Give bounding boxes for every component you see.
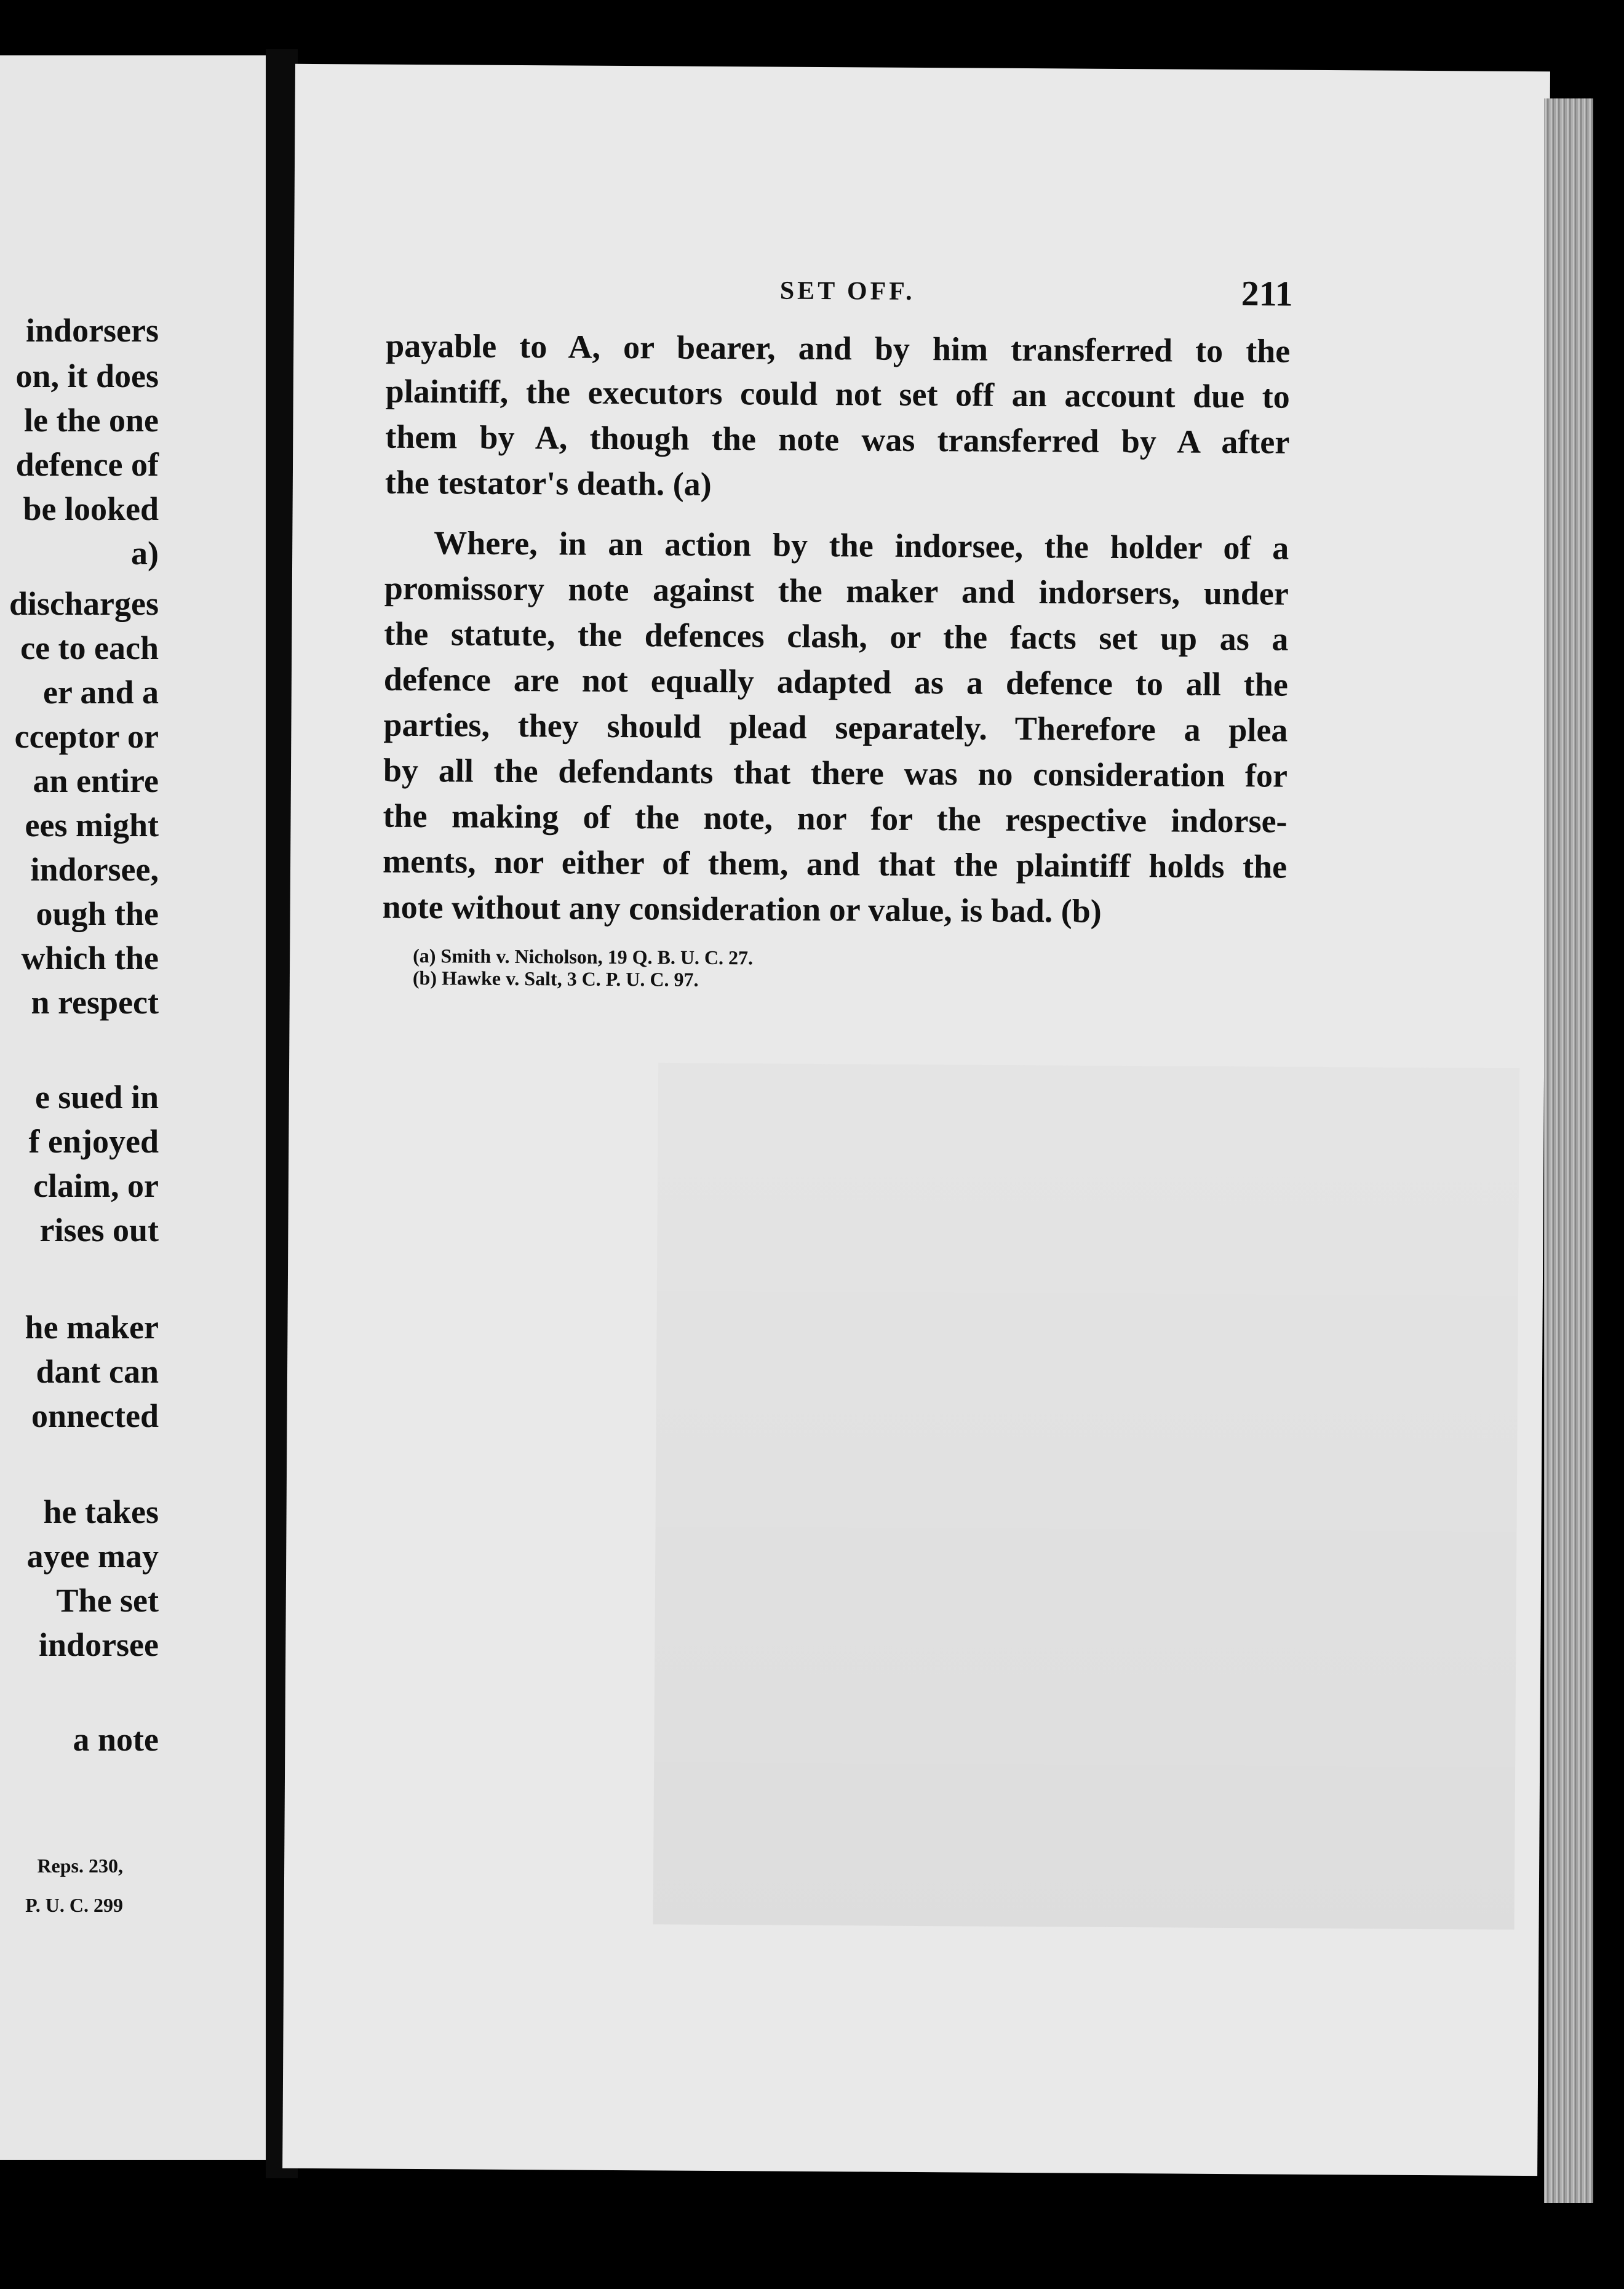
left-footnote: P. U. C. 299 (25, 1894, 123, 1916)
left-line: onnected (31, 1397, 159, 1434)
left-line: discharges (9, 585, 159, 622)
left-line: ayee may (26, 1538, 159, 1575)
text-line: defence are not equally adapted as a defence to all the (383, 660, 1289, 703)
left-line: ce to each (20, 629, 159, 666)
left-line: n respect (31, 984, 159, 1021)
left-line: er and a (42, 674, 159, 711)
left-line: The set (56, 1582, 159, 1619)
text-line: Where, in an action by the indorsee, the holder of a (434, 524, 1289, 567)
left-line: indorsee (39, 1626, 159, 1663)
left-line: rises out (39, 1212, 159, 1248)
left-line: a) (131, 535, 159, 572)
page-number: 211 (1241, 273, 1293, 314)
left-line: indorsee, (30, 851, 159, 888)
text-line: note without any consideration or value, is bad. (b) (382, 888, 1102, 930)
text-line: promissory note against the maker and indorsers, under (384, 569, 1289, 612)
left-line: indorsers (26, 312, 159, 349)
previous-page-fragment (0, 55, 266, 2160)
left-line: dant can (36, 1353, 159, 1390)
left-line: which the (21, 940, 159, 977)
running-head: SET OFF. (779, 276, 915, 306)
left-line: cceptor or (14, 718, 159, 755)
left-line: ees might (25, 807, 159, 844)
left-line: he maker (25, 1309, 159, 1346)
footnote: (a) Smith v. Nicholson, 19 Q. B. U. C. 27. (413, 944, 754, 969)
text-line: the testator's death. (a) (384, 463, 712, 503)
left-line: on, it does (15, 358, 159, 394)
book-page (282, 64, 1550, 2176)
text-line: plaintiff, the executors could not set off an account due to (385, 372, 1290, 415)
show-through-shadow (653, 1063, 1520, 1930)
left-line: be looked (23, 490, 159, 527)
text-line: by all the defendants that there was no consideration for (383, 751, 1288, 794)
left-line: f enjoyed (28, 1123, 159, 1160)
text-line: ments, nor either of them, and that the plaintiff holds the (382, 842, 1288, 885)
body-text (382, 323, 1290, 935)
left-line: a note (73, 1721, 159, 1758)
footnote: (b) Hawke v. Salt, 3 C. P. U. C. 97. (412, 966, 699, 991)
text-line: them by A, though the note was transferred by A after (385, 418, 1290, 461)
left-line: e sued in (34, 1079, 159, 1116)
left-line: ough the (36, 895, 159, 932)
paragraph (382, 520, 1289, 935)
left-line: le the one (24, 402, 159, 439)
text-line: payable to A, or bearer, and by him transferred to the (386, 327, 1291, 370)
page-edges (1544, 98, 1593, 2203)
text-line: parties, they should plead separately. Therefore a plea (383, 706, 1288, 749)
left-footnote: Reps. 230, (37, 1855, 123, 1877)
text-line: the making of the note, nor for the respective indorse- (383, 797, 1288, 840)
left-line: defence of (15, 446, 159, 483)
footnotes (413, 945, 966, 992)
paragraph (385, 323, 1291, 511)
left-line: claim, or (33, 1167, 159, 1204)
left-line: an entire (33, 762, 159, 799)
text-line: the statute, the defences clash, or the facts set up as a (384, 615, 1289, 658)
left-line: he takes (43, 1493, 159, 1530)
